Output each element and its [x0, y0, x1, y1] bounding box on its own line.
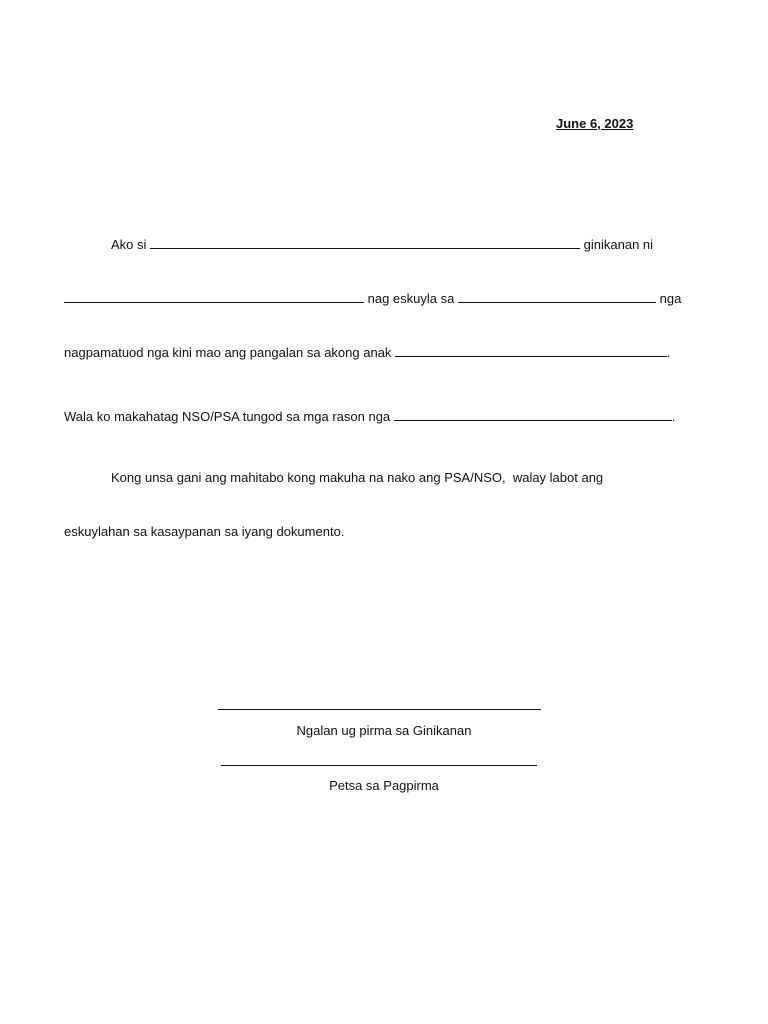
studied-at-text: nag eskuyla sa	[367, 291, 455, 306]
child-legal-name-blank[interactable]	[395, 344, 667, 357]
nga-text: nga	[659, 291, 682, 306]
child-name-blank[interactable]	[64, 290, 364, 303]
paragraph-1-line-3	[64, 344, 671, 361]
signature-date-line[interactable]	[221, 765, 537, 766]
reason-text: Wala ko makahatag NSO/PSA tungod sa mga rason nga	[64, 409, 391, 424]
parent-name-blank[interactable]	[150, 236, 580, 249]
paragraph-2-line-1	[64, 408, 675, 425]
paragraph-1-line-1	[111, 236, 653, 253]
signature-name-line[interactable]	[218, 709, 541, 710]
signature-name-label: Ngalan ug pirma sa Ginikanan	[296, 723, 472, 738]
paragraph-3-line-2: eskuylahan sa kasaypanan sa iyang dokumento.	[64, 524, 345, 539]
period-2: .	[671, 409, 676, 424]
parent-of-text: ginikanan ni	[583, 237, 654, 252]
document-date: June 6, 2023	[556, 116, 634, 131]
paragraph-1-line-2	[64, 290, 681, 307]
certify-text: nagpamatuod nga kini mao ang pangalan sa akong anak	[64, 345, 392, 360]
reason-blank[interactable]	[394, 408, 672, 421]
intro-text: Ako si	[111, 237, 147, 252]
school-name-blank[interactable]	[458, 290, 656, 303]
period-1: .	[667, 345, 671, 360]
signature-date-label: Petsa sa Pagpirma	[329, 778, 439, 793]
paragraph-3-line-1: Kong unsa gani ang mahitabo kong makuha na nako ang PSA/NSO, walay labot ang	[111, 470, 604, 485]
